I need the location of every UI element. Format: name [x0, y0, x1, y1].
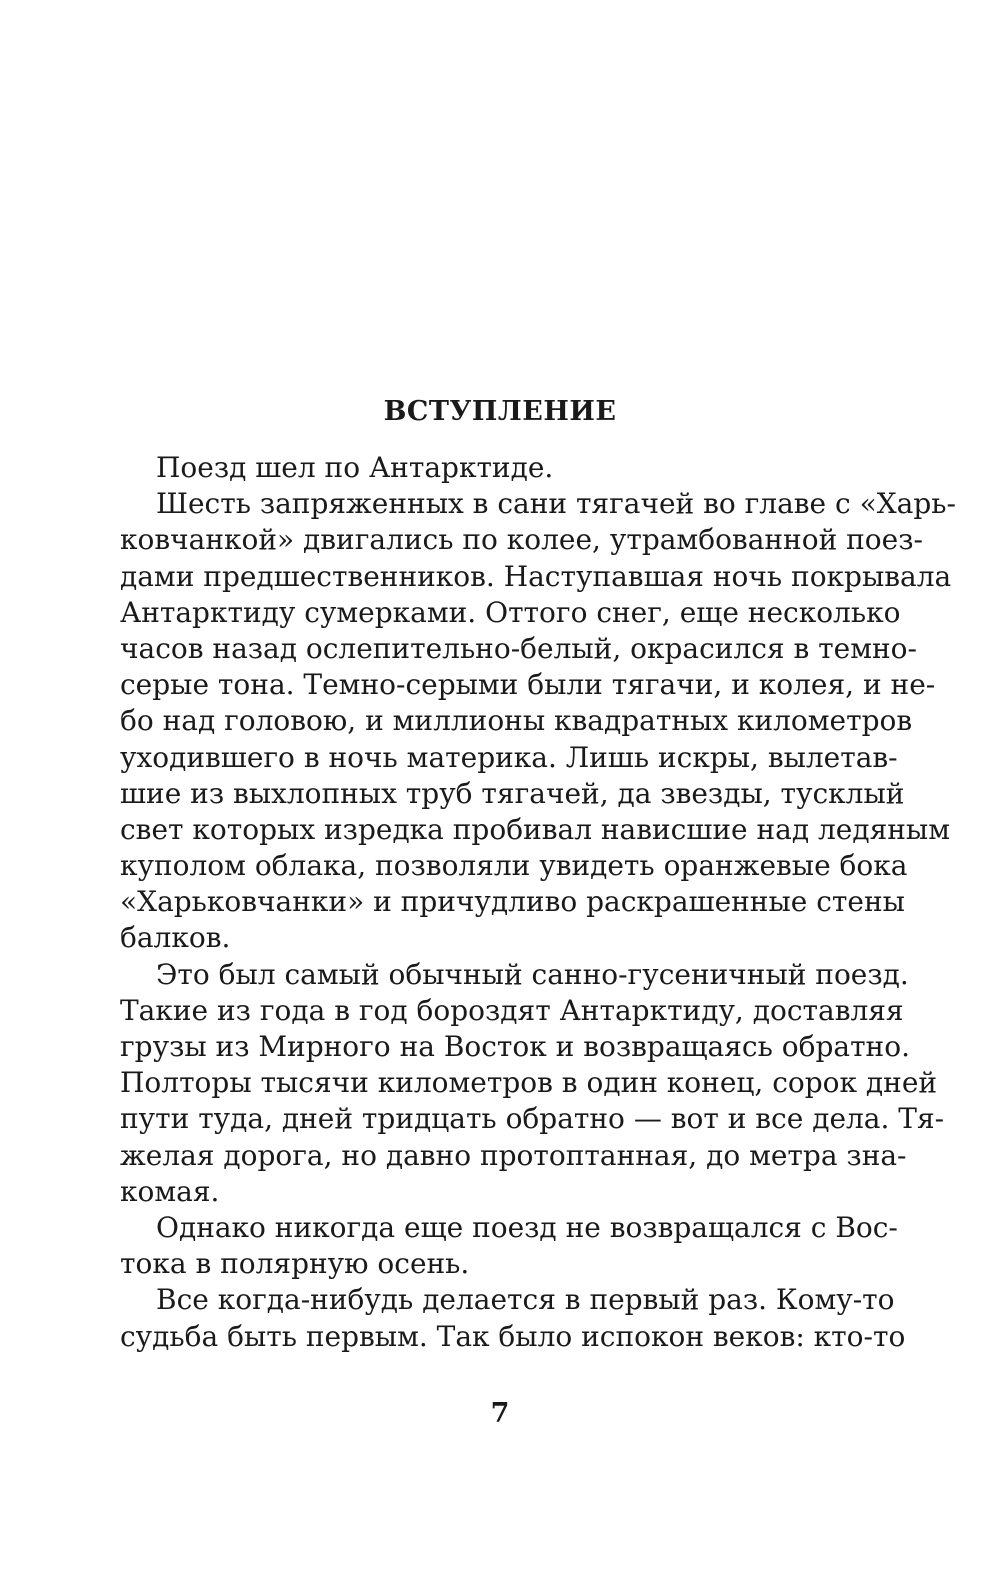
- paragraph: [120, 486, 956, 956]
- text-line: Антарктиду сумерками. Оттого снег, еще несколько: [120, 595, 901, 629]
- text-line: куполом облака, позволяли увидеть оранжевые бока: [120, 849, 908, 883]
- text-line: грузы из Мирного на Восток и возвращаясь обратно.: [120, 1030, 910, 1063]
- paragraph: [120, 450, 834, 486]
- text-line: судьба быть первым. Так было испокон веков: кто-то: [120, 1319, 906, 1353]
- text-line: уходившего в ночь материка. Лишь искры, вылетав-: [120, 740, 898, 774]
- text-line: Это был самый обычный санно-гусеничный поезд.: [156, 957, 909, 991]
- chapter-heading: ВСТУПЛЕНИЕ: [383, 396, 617, 427]
- text-line: дами предшественников. Наступавшая ночь покрывала: [120, 559, 952, 593]
- text-line: Шесть запряженных в сани тягачей во главе с «Харь-: [156, 487, 956, 521]
- text-line: комая.: [120, 1174, 220, 1208]
- text-line: серые тона. Темно-серыми были тягачи, и колея, и не-: [120, 668, 936, 702]
- text-line: свет которых изредка пробивал нависшие над ледяным: [120, 812, 950, 846]
- text-line: тока в полярную осень.: [120, 1247, 470, 1281]
- text-line: «Харьковчанки» и причудливо раскрашенные стены: [120, 885, 905, 919]
- text-line: шие из выхлопных труб тягачей, да звезды, тусклый: [120, 776, 905, 810]
- text-line: Такие из года в год бороздят Антарктиду, доставляя: [120, 993, 904, 1027]
- text-line: Однако никогда еще поезд не возвращался с Вос-: [156, 1210, 898, 1244]
- text-line: Поезд шел по Антарктиде.: [156, 451, 554, 484]
- text-line: Полторы тысячи километров в один конец, сорок дней: [120, 1066, 938, 1100]
- text-line: желая дорога, но давно протоптанная, до метра зна-: [120, 1138, 907, 1172]
- text-line: бо над головою, и миллионы квадратных километров: [120, 704, 913, 738]
- paragraph: [120, 957, 945, 1210]
- text-line: пути туда, дней тридцать обратно — вот и все дела. Тя-: [120, 1102, 945, 1136]
- paragraph: [120, 1282, 906, 1354]
- text-line: Все когда-нибудь делается в первый раз. Кому-то: [156, 1283, 895, 1317]
- paragraph: [120, 1210, 898, 1282]
- body-text: [120, 450, 956, 1355]
- page-number: 7: [490, 1398, 510, 1429]
- text-line: балков.: [120, 921, 231, 955]
- text-line: часов назад ослепительно-белый, окрасился в темно-: [120, 631, 917, 665]
- text-line: ковчанкой» двигались по колее, утрамбованной поез-: [120, 523, 923, 557]
